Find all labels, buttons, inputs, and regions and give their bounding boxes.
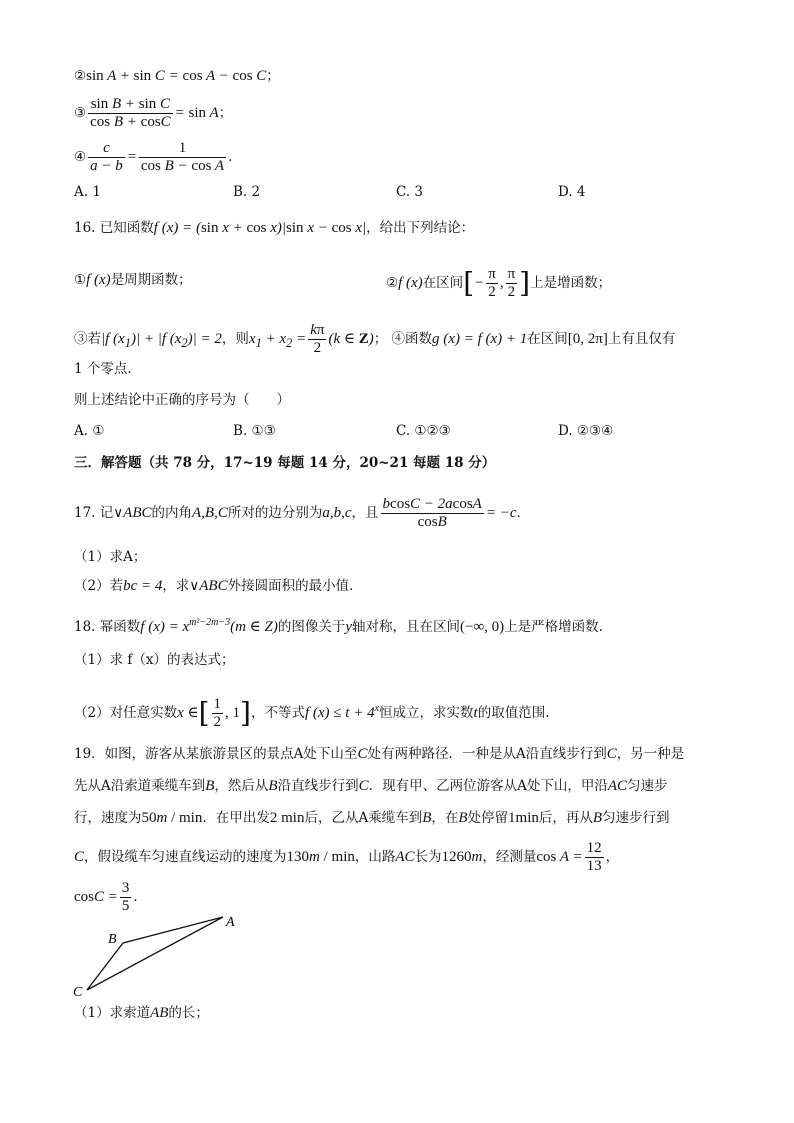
q18-stem: 18. 幂函数f $(x) = x^{m^2-2m-3}(m$ ∈ Z)的图像关于y轴对称，且在区间(−∞, 0)上是严格增函数. [74,617,603,635]
q16-option-d: D. ②③④ [558,423,614,439]
q18-part-2: （2）对任意实数x ∈[ $\frac{1}{2}$ , 1]，不等式f $(x) \le t + 4^x$恒成立，求实数t的取值范围. [74,696,550,730]
q19-line-1: 19．如图，游客从某旅游景区的景点A处下山至C处有两种路径．一种是从A沿直线步行到C，另一种是 [74,746,685,762]
q17-part-1: （1）求A； [74,549,147,565]
q17-part-2: （2）若bc = 4，求∨ABC外接圆面积的最小值． [74,578,363,594]
q15-item-3: ③ $\frac{\text{sin B + sin C}}{\text{cos B + cosC}}$ = sin A； [74,96,233,130]
q17-stem: 17. 记∨ABC的内角A,B,C所对的边分别为a,b,c，且 $\frac{bcosC - 2acosA}{\cos B}$ = −c． [74,496,530,530]
q16-conclusion-4-cont: 1 个零点． [74,361,141,377]
q19-line-3: 行，速度为50m / min．在甲出发2 min后，乙从A乘缆车到B，在B处停留1min后，再从B匀速步行到 [74,810,670,826]
q16-option-b: B. ①③ [233,423,276,439]
q16-option-a: A. ① [74,423,105,439]
q16-question: 则上述结论中正确的序号为（ ） [74,392,290,408]
q16-conclusion-1: ①f (x)是周期函数； [74,272,192,288]
q16-conclusion-3-4: ③若|f $(x_1)| + |f$ $(x_2)| = 2$，则$x_1 + x_2$ = $\frac{k\pi}{2}$ (k ∈ Z)； ④函数g (x) = f (x) + 1在区间[0, 2π]上有且仅有 [74,322,676,356]
q19-line-4: C，假设缆车匀速直线运动的速度为130m / min，山路AC长为1260m，经测量cos A = $\frac{12}{13}$ ， [74,840,620,874]
q15-item-2: ②sin A + sin C = cos A − cos C； [74,68,280,84]
q16-conclusion-2: ②f (x)在区间[− $\frac{\pi}{2}$ , $\frac{\pi}{2}$ ]上是增函数； [386,266,612,300]
q19-line-5: cosC = $\frac{3}{5}$ ． [74,880,147,914]
section-3-heading: 三．解答题（共 78 分，17~19 每题 14 分，20~21 每题 18 分） [74,455,496,471]
q15-option-c: C. 3 [396,184,424,200]
q18-part-1: （1）求 f（x）的表达式； [74,652,235,668]
vertex-label-b: B [108,932,117,947]
q19-triangle-figure [70,910,250,1000]
vertex-label-c: C [73,985,83,1000]
q15-option-d: D. 4 [558,184,586,200]
q15-option-a: A. 1 [74,184,101,200]
triangle-sides [87,917,223,990]
vertex-label-a: A [226,915,235,930]
q16-option-c: C. ①②③ [396,423,451,439]
q19-part-1: （1）求索道AB的长； [74,1005,209,1021]
q15-option-b: B. 2 [233,184,261,200]
q15-item-4: ④ $\frac{c}{a - b}$ = $\frac{1}{\text{cos B − cos A}}$ . [74,140,233,174]
q19-line-2: 先从A沿索道乘缆车到B，然后从B沿直线步行到C．现有甲、乙两位游客从A处下山，甲沿AC匀速步 [74,778,668,794]
q16-stem: 16. 已知函数f (x) = (sin x + cos x)|sin x − cos x|，给出下列结论： [74,220,475,236]
